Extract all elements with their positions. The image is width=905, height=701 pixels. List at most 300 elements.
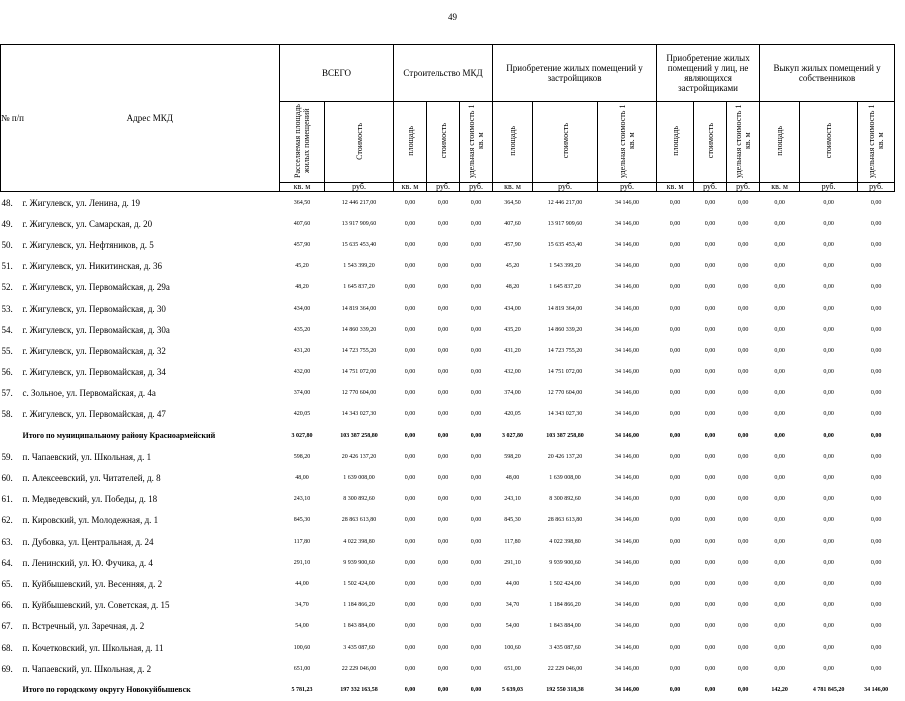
value-cell: 0,00 <box>404 241 416 248</box>
value-cell: 420,05 <box>293 411 311 418</box>
value-cell: 0,00 <box>669 580 681 587</box>
value-cell: 0,00 <box>823 411 834 418</box>
value-cell: 0,00 <box>669 347 681 354</box>
value-cell: 431,20 <box>504 347 521 354</box>
value-cell: 1 843 884,00 <box>549 623 581 630</box>
value-cell: 0,00 <box>704 538 716 545</box>
value-cell: 0,00 <box>823 263 834 270</box>
row-number: 69. <box>1 663 13 674</box>
header-num: № п/п <box>1 45 21 192</box>
value-cell: 0,00 <box>470 475 482 482</box>
value-cell: 0,00 <box>404 305 416 312</box>
value-cell: 0,00 <box>737 284 749 291</box>
value-cell: 0,00 <box>774 559 785 566</box>
unit-label: руб. <box>800 183 858 192</box>
value-cell: 0,00 <box>823 369 834 376</box>
header-area-resettled: Расселяемая площадь жилых помещений <box>293 104 311 178</box>
value-cell: 0,00 <box>774 475 785 482</box>
value-cell: 3 027,80 <box>502 432 524 439</box>
unit-label: руб. <box>694 183 727 192</box>
value-cell: 651,00 <box>293 665 311 672</box>
unit-label: руб. <box>533 183 598 192</box>
value-cell: 3 435 087,60 <box>343 644 375 651</box>
value-cell: 20 426 137,20 <box>341 453 377 460</box>
value-cell: 0,00 <box>704 220 716 227</box>
table-row <box>1 234 895 255</box>
row-number: 67. <box>1 621 13 632</box>
value-cell: 0,00 <box>437 453 449 460</box>
table-row <box>1 192 895 214</box>
table-row <box>1 383 895 404</box>
value-cell: 0,00 <box>669 241 681 248</box>
value-cell: 374,00 <box>504 390 521 397</box>
value-cell: 12 446 217,00 <box>547 199 583 206</box>
value-cell: 48,00 <box>295 475 309 482</box>
value-cell: 117,80 <box>293 538 311 545</box>
value-cell: 3 027,80 <box>291 432 313 439</box>
value-cell: 0,00 <box>404 686 416 693</box>
value-cell: 0,00 <box>669 475 681 482</box>
value-cell: 0,00 <box>470 199 482 206</box>
value-cell: 8 300 892,60 <box>549 496 581 503</box>
header-group-developer: Приобретение жилых помещений у застройщиков <box>493 45 657 102</box>
value-cell: 34 146,00 <box>615 390 640 397</box>
address-cell: п. Кировский, ул. Молодежная, д. 1 <box>22 515 159 526</box>
value-cell: 0,00 <box>823 623 834 630</box>
value-cell: 0,00 <box>669 644 681 651</box>
header-construction-area: площадь <box>405 126 415 156</box>
value-cell: 14 860 339,20 <box>341 326 377 333</box>
value-cell: 103 387 258,80 <box>546 432 584 439</box>
value-cell: 0,00 <box>704 326 716 333</box>
value-cell: 0,00 <box>823 220 834 227</box>
value-cell: 12 770 604,00 <box>341 390 377 397</box>
value-cell: 0,00 <box>404 411 416 418</box>
value-cell: 0,00 <box>870 263 882 270</box>
value-cell: 0,00 <box>823 559 834 566</box>
value-cell: 0,00 <box>669 263 681 270</box>
value-cell: 0,00 <box>823 644 834 651</box>
value-cell: 34 146,00 <box>864 686 889 693</box>
value-cell: 0,00 <box>437 390 449 397</box>
header-address: Адрес МКД <box>21 45 280 192</box>
value-cell: 0,00 <box>704 199 716 206</box>
value-cell: 28 863 613,80 <box>547 517 583 524</box>
address-cell: г. Жигулевск, ул. Первомайская, д. 30а <box>22 324 170 335</box>
value-cell: 0,00 <box>470 263 482 270</box>
value-cell: 0,00 <box>823 580 834 587</box>
value-cell: 22 229 046,00 <box>547 665 583 672</box>
value-cell: 0,00 <box>437 347 449 354</box>
value-cell: 34 146,00 <box>615 347 640 354</box>
value-cell: 0,00 <box>470 369 482 376</box>
value-cell: 197 332 163,58 <box>340 686 378 693</box>
value-cell: 0,00 <box>704 602 716 609</box>
address-cell: г. Жигулевск, ул. Первомайская, д. 34 <box>22 367 166 378</box>
row-number: 59. <box>1 451 13 462</box>
unit-label: кв. м <box>657 183 694 192</box>
value-cell: 0,00 <box>470 538 482 545</box>
value-cell: 0,00 <box>737 432 749 439</box>
resettlement-table <box>0 44 895 701</box>
address-cell: с. Зольное, ул. Первомайская, д. 4а <box>22 388 156 399</box>
value-cell: 34 146,00 <box>615 665 640 672</box>
value-cell: 0,00 <box>823 326 834 333</box>
header-buyout-unit-cost: удельная стоимость 1 кв. м <box>867 104 886 178</box>
table-row <box>1 298 895 319</box>
value-cell: 0,00 <box>404 263 416 270</box>
value-cell: 0,00 <box>669 432 681 439</box>
value-cell: 0,00 <box>404 559 416 566</box>
row-number: 64. <box>1 557 13 568</box>
header-total-cost: Стоимость <box>354 122 364 160</box>
value-cell: 0,00 <box>437 665 449 672</box>
value-cell: 13 917 909,60 <box>341 220 377 227</box>
value-cell: 0,00 <box>669 199 681 206</box>
value-cell: 0,00 <box>437 305 449 312</box>
value-cell: 0,00 <box>704 665 716 672</box>
table-row <box>1 467 895 488</box>
value-cell: 0,00 <box>704 284 716 291</box>
value-cell: 0,00 <box>669 220 681 227</box>
table-row <box>1 658 895 679</box>
value-cell: 364,50 <box>504 199 521 206</box>
value-cell: 0,00 <box>404 496 416 503</box>
table-row <box>1 340 895 361</box>
unit-label: кв. м <box>493 183 533 192</box>
unit-label: руб. <box>460 183 493 192</box>
row-number: 61. <box>1 494 13 505</box>
value-cell: 457,90 <box>293 241 311 248</box>
value-cell: 0,00 <box>404 644 416 651</box>
value-cell: 0,00 <box>404 284 416 291</box>
value-cell: 0,00 <box>823 390 834 397</box>
value-cell: 457,90 <box>504 241 521 248</box>
header-group-buyout: Выкуп жилых помещений у собственников <box>760 45 895 102</box>
row-number: 51. <box>1 261 13 272</box>
value-cell: 14 860 339,20 <box>547 326 583 333</box>
value-cell: 0,00 <box>704 580 716 587</box>
value-cell: 1 502 424,00 <box>343 580 375 587</box>
table-row <box>1 637 895 658</box>
value-cell: 0,00 <box>704 686 716 693</box>
row-number: 68. <box>1 642 13 653</box>
value-cell: 0,00 <box>737 665 749 672</box>
address-cell: п. Дубовка, ул. Центральная, д. 24 <box>22 536 154 547</box>
total-label: Итого по муниципальному району Красноармейский <box>22 431 216 441</box>
value-cell: 0,00 <box>470 326 482 333</box>
value-cell: 103 387 258,80 <box>340 432 378 439</box>
value-cell: 0,00 <box>704 475 716 482</box>
value-cell: 0,00 <box>404 390 416 397</box>
value-cell: 9 939 900,60 <box>549 559 581 566</box>
value-cell: 0,00 <box>437 199 449 206</box>
value-cell: 420,05 <box>504 411 521 418</box>
value-cell: 13 917 909,60 <box>547 220 583 227</box>
value-cell: 1 184 866,20 <box>343 602 375 609</box>
address-cell: п. Куйбышевский, ул. Советская, д. 15 <box>22 600 170 611</box>
value-cell: 0,00 <box>870 369 882 376</box>
value-cell: 34 146,00 <box>615 644 640 651</box>
row-number: 65. <box>1 578 13 589</box>
value-cell: 0,00 <box>470 623 482 630</box>
value-cell: 14 343 027,30 <box>341 411 377 418</box>
value-cell: 0,00 <box>704 390 716 397</box>
address-cell: п. Алексеевский, ул. Читателей, д. 8 <box>22 473 161 484</box>
value-cell: 12 770 604,00 <box>547 390 583 397</box>
value-cell: 34 146,00 <box>615 241 640 248</box>
address-cell: г. Жигулевск, ул. Первомайская, д. 30 <box>22 303 166 314</box>
address-cell: п. Куйбышевский, ул. Весенняя, д. 2 <box>22 578 163 589</box>
value-cell: 0,00 <box>870 538 882 545</box>
value-cell: 407,60 <box>293 220 311 227</box>
value-cell: 0,00 <box>470 347 482 354</box>
value-cell: 1 543 399,20 <box>343 263 375 270</box>
value-cell: 48,00 <box>505 475 520 482</box>
address-cell: г. Жигулевск, ул. Первомайская, д. 29а <box>22 282 170 293</box>
value-cell: 0,00 <box>737 305 749 312</box>
value-cell: 0,00 <box>870 305 882 312</box>
value-cell: 0,00 <box>704 241 716 248</box>
value-cell: 14 343 027,30 <box>547 411 583 418</box>
total-row <box>1 425 895 446</box>
row-number: 66. <box>1 600 13 611</box>
value-cell: 0,00 <box>404 199 416 206</box>
value-cell: 0,00 <box>437 241 449 248</box>
unit-label: руб. <box>427 183 460 192</box>
value-cell: 0,00 <box>704 411 716 418</box>
value-cell: 0,00 <box>470 305 482 312</box>
value-cell: 0,00 <box>737 580 749 587</box>
header-construction-unit-cost: удельная стоимость 1 кв. м <box>467 104 486 178</box>
value-cell: 0,00 <box>823 475 834 482</box>
value-cell: 0,00 <box>669 453 681 460</box>
value-cell: 0,00 <box>437 496 449 503</box>
row-number: 56. <box>1 367 13 378</box>
value-cell: 0,00 <box>870 665 882 672</box>
table-row <box>1 277 895 298</box>
address-cell: г. Жигулевск, ул. Ленина, д. 19 <box>22 197 141 208</box>
value-cell: 0,00 <box>669 538 681 545</box>
value-cell: 0,00 <box>870 475 882 482</box>
header-group-construction: Строительство МКД <box>394 45 493 102</box>
value-cell: 1 843 884,00 <box>343 623 375 630</box>
value-cell: 0,00 <box>737 369 749 376</box>
table-row <box>1 510 895 531</box>
value-cell: 0,00 <box>823 305 834 312</box>
value-cell: 44,00 <box>295 580 309 587</box>
value-cell: 45,20 <box>505 263 520 270</box>
value-cell: 0,00 <box>704 347 716 354</box>
table-row <box>1 616 895 637</box>
unit-label: руб. <box>858 183 895 192</box>
value-cell: 100,60 <box>293 644 311 651</box>
value-cell: 0,00 <box>737 559 749 566</box>
value-cell: 0,00 <box>737 199 749 206</box>
header-group-total: ВСЕГО <box>280 45 394 102</box>
value-cell: 34,70 <box>295 602 309 609</box>
table-body <box>1 192 895 701</box>
value-cell: 0,00 <box>404 475 416 482</box>
row-number: 63. <box>1 536 13 547</box>
value-cell: 0,00 <box>404 347 416 354</box>
value-cell: 0,00 <box>470 665 482 672</box>
value-cell: 0,00 <box>404 623 416 630</box>
value-cell: 0,00 <box>774 644 785 651</box>
value-cell: 0,00 <box>669 369 681 376</box>
value-cell: 34 146,00 <box>615 496 640 503</box>
value-cell: 0,00 <box>669 686 681 693</box>
value-cell: 0,00 <box>737 220 749 227</box>
value-cell: 0,00 <box>870 220 882 227</box>
value-cell: 0,00 <box>870 326 882 333</box>
value-cell: 0,00 <box>737 475 749 482</box>
value-cell: 0,00 <box>704 623 716 630</box>
value-cell: 14 723 755,20 <box>341 347 377 354</box>
value-cell: 34 146,00 <box>615 623 640 630</box>
address-cell: п. Чапаевский, ул. Школьная, д. 1 <box>22 451 152 462</box>
table-row <box>1 213 895 234</box>
value-cell: 0,00 <box>470 241 482 248</box>
value-cell: 243,10 <box>293 496 311 503</box>
value-cell: 0,00 <box>669 559 681 566</box>
value-cell: 0,00 <box>823 284 834 291</box>
table-row <box>1 319 895 340</box>
page-number: 49 <box>448 12 457 22</box>
header-developer-area: площадь <box>508 126 518 156</box>
value-cell: 291,10 <box>293 559 311 566</box>
value-cell: 0,00 <box>437 475 449 482</box>
value-cell: 34,70 <box>505 602 520 609</box>
value-cell: 20 426 137,20 <box>547 453 583 460</box>
unit-label: руб. <box>598 183 657 192</box>
value-cell: 0,00 <box>774 453 785 460</box>
value-cell: 0,00 <box>404 432 416 439</box>
value-cell: 0,00 <box>437 602 449 609</box>
table-row <box>1 573 895 594</box>
table-row <box>1 595 895 616</box>
value-cell: 0,00 <box>470 559 482 566</box>
header-construction-cost: стоимость <box>438 123 448 159</box>
value-cell: 0,00 <box>704 644 716 651</box>
value-cell: 0,00 <box>774 411 785 418</box>
value-cell: 0,00 <box>470 411 482 418</box>
value-cell: 0,00 <box>437 580 449 587</box>
value-cell: 0,00 <box>870 432 882 439</box>
value-cell: 0,00 <box>437 517 449 524</box>
value-cell: 0,00 <box>437 369 449 376</box>
value-cell: 0,00 <box>823 241 834 248</box>
value-cell: 0,00 <box>437 559 449 566</box>
row-number: 50. <box>1 239 13 250</box>
value-cell: 0,00 <box>737 453 749 460</box>
value-cell: 0,00 <box>404 580 416 587</box>
value-cell: 1 645 837,20 <box>549 284 581 291</box>
unit-label: кв. м <box>280 183 325 192</box>
value-cell: 34 146,00 <box>615 326 640 333</box>
value-cell: 48,20 <box>505 284 520 291</box>
value-cell: 0,00 <box>870 623 882 630</box>
row-number: 55. <box>1 345 13 356</box>
value-cell: 0,00 <box>669 665 681 672</box>
value-cell: 598,20 <box>293 453 311 460</box>
value-cell: 0,00 <box>774 602 785 609</box>
value-cell: 0,00 <box>470 496 482 503</box>
value-cell: 845,30 <box>504 517 521 524</box>
value-cell: 0,00 <box>774 241 785 248</box>
address-cell: п. Кочетковский, ул. Школьная, д. 11 <box>22 642 164 653</box>
value-cell: 34 146,00 <box>615 432 640 439</box>
value-cell: 0,00 <box>437 411 449 418</box>
address-cell: п. Медведевский, ул. Победы, д. 18 <box>22 494 158 505</box>
value-cell: 0,00 <box>669 517 681 524</box>
address-cell: п. Ленинский, ул. Ю. Фучика, д. 4 <box>22 557 153 568</box>
value-cell: 0,00 <box>737 538 749 545</box>
value-cell: 34 146,00 <box>615 305 640 312</box>
value-cell: 0,00 <box>437 686 449 693</box>
value-cell: 34 146,00 <box>615 580 640 587</box>
address-cell: г. Жигулевск, ул. Первомайская, д. 32 <box>22 345 166 356</box>
value-cell: 0,00 <box>774 220 785 227</box>
value-cell: 0,00 <box>774 199 785 206</box>
value-cell: 0,00 <box>774 347 785 354</box>
value-cell: 0,00 <box>774 580 785 587</box>
header-nondeveloper-cost: стоимость <box>705 123 715 159</box>
value-cell: 0,00 <box>704 432 716 439</box>
value-cell: 845,30 <box>293 517 311 524</box>
header-nondeveloper-area: площадь <box>670 126 680 156</box>
value-cell: 0,00 <box>470 686 482 693</box>
value-cell: 54,00 <box>505 623 520 630</box>
value-cell: 1 543 399,20 <box>549 263 581 270</box>
value-cell: 0,00 <box>737 496 749 503</box>
row-number: 60. <box>1 473 13 484</box>
value-cell: 0,00 <box>669 390 681 397</box>
value-cell: 243,10 <box>504 496 521 503</box>
header-nondeveloper-unit-cost: удельная стоимость 1 кв. м <box>734 104 753 178</box>
value-cell: 0,00 <box>704 517 716 524</box>
value-cell: 0,00 <box>870 199 882 206</box>
value-cell: 0,00 <box>669 326 681 333</box>
value-cell: 0,00 <box>704 263 716 270</box>
value-cell: 0,00 <box>870 602 882 609</box>
value-cell: 34 146,00 <box>615 475 640 482</box>
value-cell: 0,00 <box>774 623 785 630</box>
value-cell: 0,00 <box>437 284 449 291</box>
value-cell: 0,00 <box>669 284 681 291</box>
address-cell: г. Жигулевск, ул. Никитинская, д. 36 <box>22 261 163 272</box>
value-cell: 0,00 <box>870 453 882 460</box>
value-cell: 0,00 <box>870 517 882 524</box>
unit-label: руб. <box>727 183 760 192</box>
value-cell: 0,00 <box>704 453 716 460</box>
value-cell: 0,00 <box>404 220 416 227</box>
table-row <box>1 256 895 277</box>
value-cell: 100,60 <box>504 644 521 651</box>
value-cell: 0,00 <box>470 284 482 291</box>
row-number: 57. <box>1 388 13 399</box>
value-cell: 0,00 <box>669 411 681 418</box>
value-cell: 34 146,00 <box>615 369 640 376</box>
value-cell: 0,00 <box>737 602 749 609</box>
value-cell: 14 751 072,00 <box>341 369 377 376</box>
value-cell: 435,20 <box>504 326 521 333</box>
header-developer-cost: стоимость <box>560 123 570 159</box>
value-cell: 435,20 <box>293 326 311 333</box>
value-cell: 12 446 217,00 <box>341 199 377 206</box>
value-cell: 34 146,00 <box>615 263 640 270</box>
value-cell: 0,00 <box>823 453 834 460</box>
